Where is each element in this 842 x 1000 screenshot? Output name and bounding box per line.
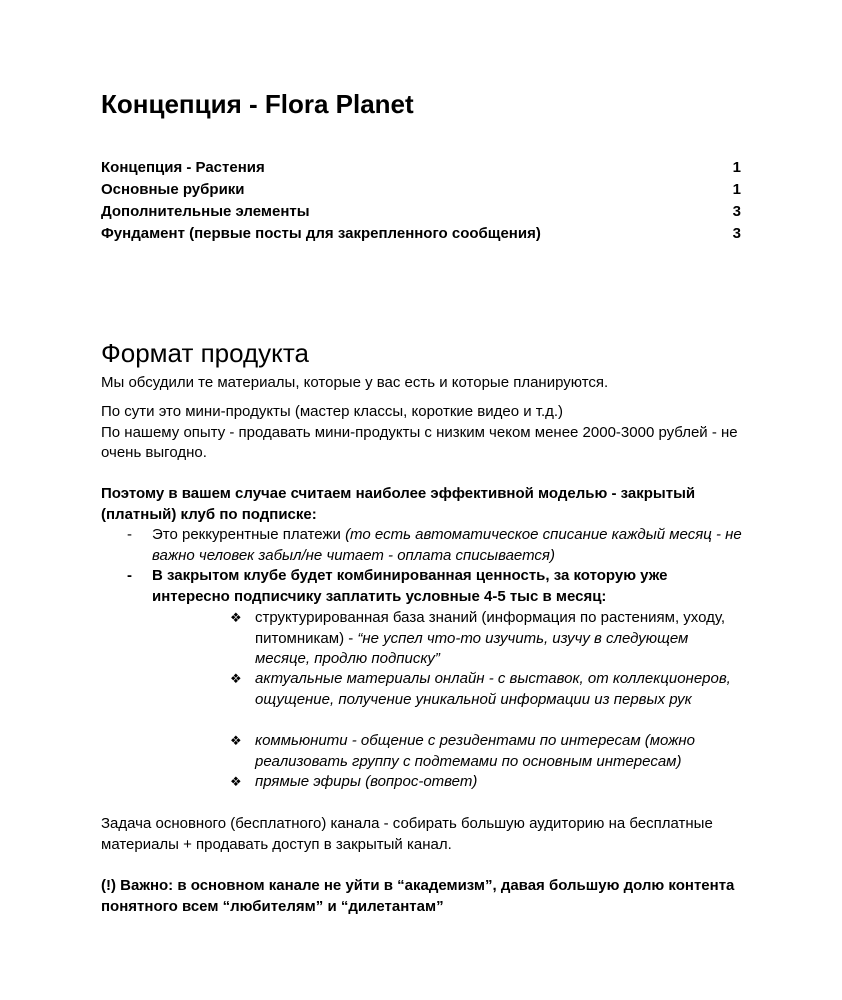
subbullet-text: структурированная база знаний (информация по растениям, уходу, питомникам) - (255, 609, 726, 647)
table-of-contents (101, 157, 741, 245)
paragraph-line: По нашему опыту - продавать мини-продукты с низким чеком менее 2000-3000 рублей - не очень выгодно. (101, 423, 738, 462)
toc-entry-page: 1 (732, 181, 741, 198)
toc-entry[interactable] (101, 223, 741, 245)
toc-entry[interactable] (101, 179, 741, 201)
toc-entry-label: Основные рубрики (101, 181, 245, 198)
subbullet-text: актуальные материалы онлайн - с выставок, от коллекционеров, ощущение, получение уникальной информации из первых рук (255, 670, 731, 708)
paragraph-model: Поэтому в вашем случае считаем наиболее эффективной моделью - закрытый (платный) клуб по подписке: (101, 485, 696, 523)
bullet-text: Это реккурентные платежи (152, 526, 346, 543)
document-title: Концепция - Flora Planet (101, 89, 414, 119)
paragraph-important-note: (!) Важно: в основном канале не уйти в “академизм”, давая большую долю контента понятного всем “любителям” и “дилетантам” (101, 877, 735, 915)
paragraph-line: По сути это мини-продукты (мастер классы, короткие видео и т.д.) (101, 403, 564, 420)
subbullet-community (255, 731, 745, 772)
diamond-bullet-icon: ❖ (230, 774, 242, 789)
diamond-bullet-icon: ❖ (230, 671, 242, 686)
toc-entry[interactable] (101, 157, 741, 179)
subbullet-online-materials (255, 669, 745, 710)
section-heading: Формат продукта (101, 338, 309, 368)
bullet-note: (то есть автоматическое списание каждый месяц - не важно человек забыл/не читает - оплата списывается) (152, 526, 742, 564)
subbullet-live-streams (255, 772, 745, 793)
toc-entry-label: Дополнительные элементы (101, 203, 310, 220)
diamond-bullet-icon: ❖ (230, 733, 242, 748)
dash-bullet-marker: - (127, 567, 132, 584)
toc-entry-page: 1 (732, 159, 741, 176)
bullet-combined-value: В закрытом клубе будет комбинированная ценность, за которую уже интересно подписчику заплатить условные 4-5 тыс в месяц: (152, 567, 668, 605)
paragraph-intro: Мы обсудили те материалы, которые у вас есть и которые планируются. (101, 374, 609, 391)
paragraph-main-channel-task: Задача основного (бесплатного) канала - собирать большую аудиторию на бесплатные материалы + продавать доступ в закрытый канал. (101, 815, 713, 853)
diamond-bullet-icon: ❖ (230, 610, 242, 625)
paragraph-mini-products (101, 402, 741, 464)
toc-entry[interactable] (101, 201, 741, 223)
subbullet-text: коммьюнити - общение с резидентами по интересам (можно реализовать группу с подтемами по основным интересам) (255, 732, 695, 770)
subbullet-text: прямые эфиры (вопрос-ответ) (255, 773, 478, 790)
bullet-recurring-payments (152, 525, 744, 566)
subbullet-knowledge-base (255, 608, 745, 670)
toc-entry-label: Фундамент (первые посты для закрепленного сообщения) (101, 225, 541, 242)
toc-entry-page: 3 (732, 203, 741, 220)
subbullet-quote: “не успел что-то изучить, изучу в следующем месяце, продлю подписку” (255, 629, 689, 668)
dash-bullet-marker: - (127, 526, 132, 543)
toc-entry-label: Концепция - Растения (101, 159, 265, 176)
toc-entry-page: 3 (732, 225, 741, 242)
